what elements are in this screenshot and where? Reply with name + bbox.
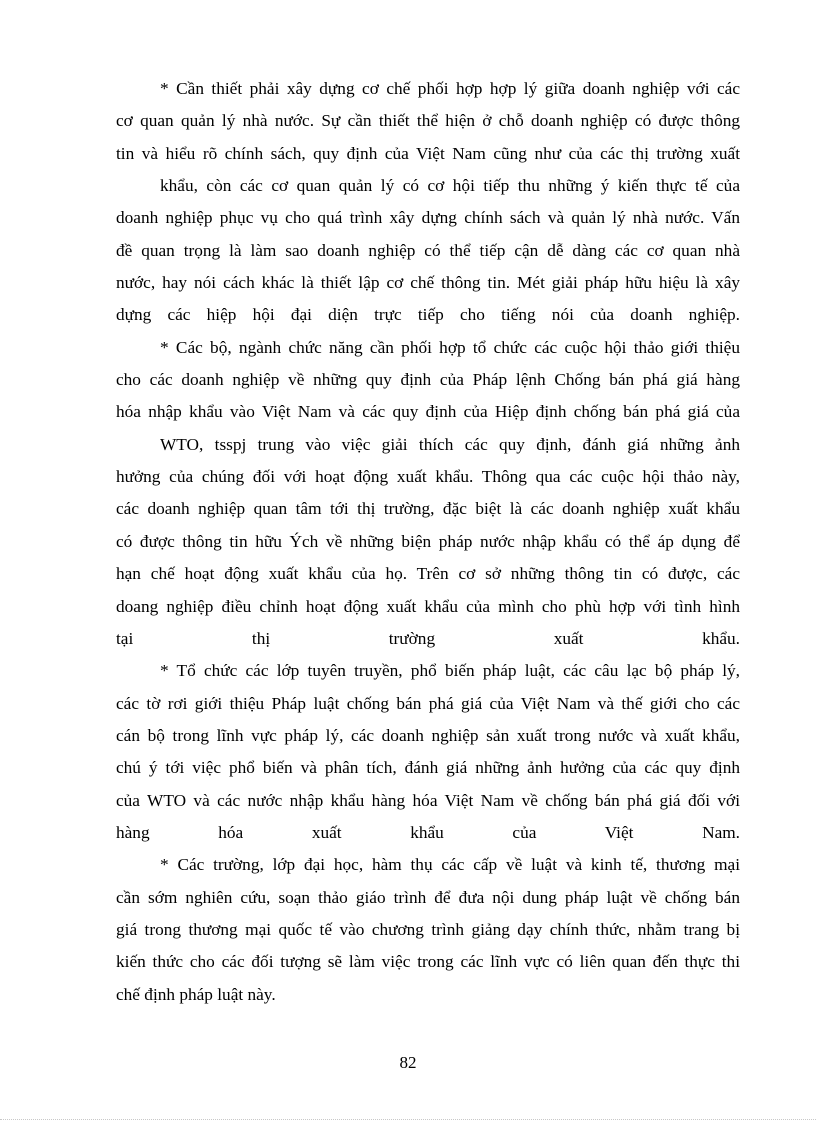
text-line: các tờ rơi giới thiệu Pháp luật chống bán phá giá của Việt Nam và thế giới cho các xyxy=(116,693,740,713)
page-number: 82 xyxy=(399,1053,417,1072)
text-line: * Cần thiết phải xây dựng cơ chế phối hợp hợp lý giữa doanh nghiệp với các xyxy=(160,79,740,98)
text-line: hạn chế hoạt động xuất khẩu của họ. Trên cơ sở những thông tin có được, các xyxy=(116,564,740,584)
text-line: tin và hiểu rõ chính sách, quy định của Việt Nam cũng như của các thị trường xuất xyxy=(116,143,740,163)
text-line: đề quan trọng là làm sao doanh nghiệp có thể tiếp cận dễ dàng các cơ quan nhà xyxy=(116,240,740,260)
text-line: chế định pháp luật này. xyxy=(116,984,276,1004)
text-line: WTO, tsspj trung vào việc giải thích các quy định, đánh giá những ảnh xyxy=(160,434,740,454)
page-bottom-divider xyxy=(0,1119,816,1120)
text-line: khẩu, còn các cơ quan quản lý có cơ hội tiếp thu những ý kiến thực tế của xyxy=(160,176,740,196)
text-line: cơ quan quản lý nhà nước. Sự cần thiết thể hiện ở chỗ doanh nghiệp có được thông xyxy=(116,111,740,131)
text-line: nước, hay nói cách khác là thiết lập cơ chế thông tin. Mét giải pháp hữu hiệu là xây xyxy=(116,273,740,293)
text-line: kiến thức cho các đối tượng sẽ làm việc trong các lĩnh vực có liên quan đến thực thi xyxy=(116,952,740,972)
text-line: hàng hóa xuất khẩu của Việt Nam. xyxy=(116,822,740,842)
text-line: tại thị trường xuất khẩu. xyxy=(116,628,740,648)
text-line: doang nghiệp điều chỉnh hoạt động xuất khẩu của mình cho phù hợp với tình hình xyxy=(116,596,740,616)
text-line: doanh nghiệp phục vụ cho quá trình xây dựng chính sách và quản lý nhà nước. Vấn xyxy=(116,208,740,228)
text-line: dựng các hiệp hội đại diện trực tiếp cho tiếng nói của doanh nghiệp. xyxy=(116,305,740,325)
text-line: cần sớm nghiên cứu, soạn thảo giáo trình để đưa nội dung pháp luật về chống bán xyxy=(116,887,740,907)
text-line: của WTO và các nước nhập khẩu hàng hóa Việt Nam về chống bán phá giá đối với xyxy=(116,790,740,810)
text-line: * Các trường, lớp đại học, hàm thụ các cấp về luật và kinh tế, thương mại xyxy=(160,855,740,875)
text-line: cho các doanh nghiệp về những quy định của Pháp lệnh Chống bán phá giá hàng xyxy=(116,370,740,390)
body-text xyxy=(116,73,740,1011)
text-line: chú ý tới việc phổ biến và phân tích, đánh giá những ảnh hưởng của các quy định xyxy=(116,758,740,778)
text-line: * Tổ chức các lớp tuyên truyền, phổ biến pháp luật, các câu lạc bộ pháp lý, xyxy=(160,661,740,681)
text-line: hóa nhập khẩu vào Việt Nam và các quy định của Hiệp định chống bán phá giá của xyxy=(116,402,740,422)
text-line: * Các bộ, ngành chức năng cần phối hợp tổ chức các cuộc hội thảo giới thiệu xyxy=(160,337,740,357)
text-line: các doanh nghiệp quan tâm tới thị trường, đặc biệt là các doanh nghiệp xuất khẩu xyxy=(116,499,740,519)
text-line: giá trong thương mại quốc tế vào chương trình giảng dạy chính thức, nhằm trang bị xyxy=(116,919,740,939)
text-line: có được thông tin hữu Ých về những biện pháp nước nhập khẩu có thể áp dụng để xyxy=(116,531,740,551)
text-line: cán bộ trong lĩnh vực pháp lý, các doanh nghiệp sản xuất trong nước và xuất khẩu, xyxy=(116,725,740,745)
text-line: hưởng của chúng đối với hoạt động xuất khẩu. Thông qua các cuộc hội thảo này, xyxy=(116,467,740,487)
